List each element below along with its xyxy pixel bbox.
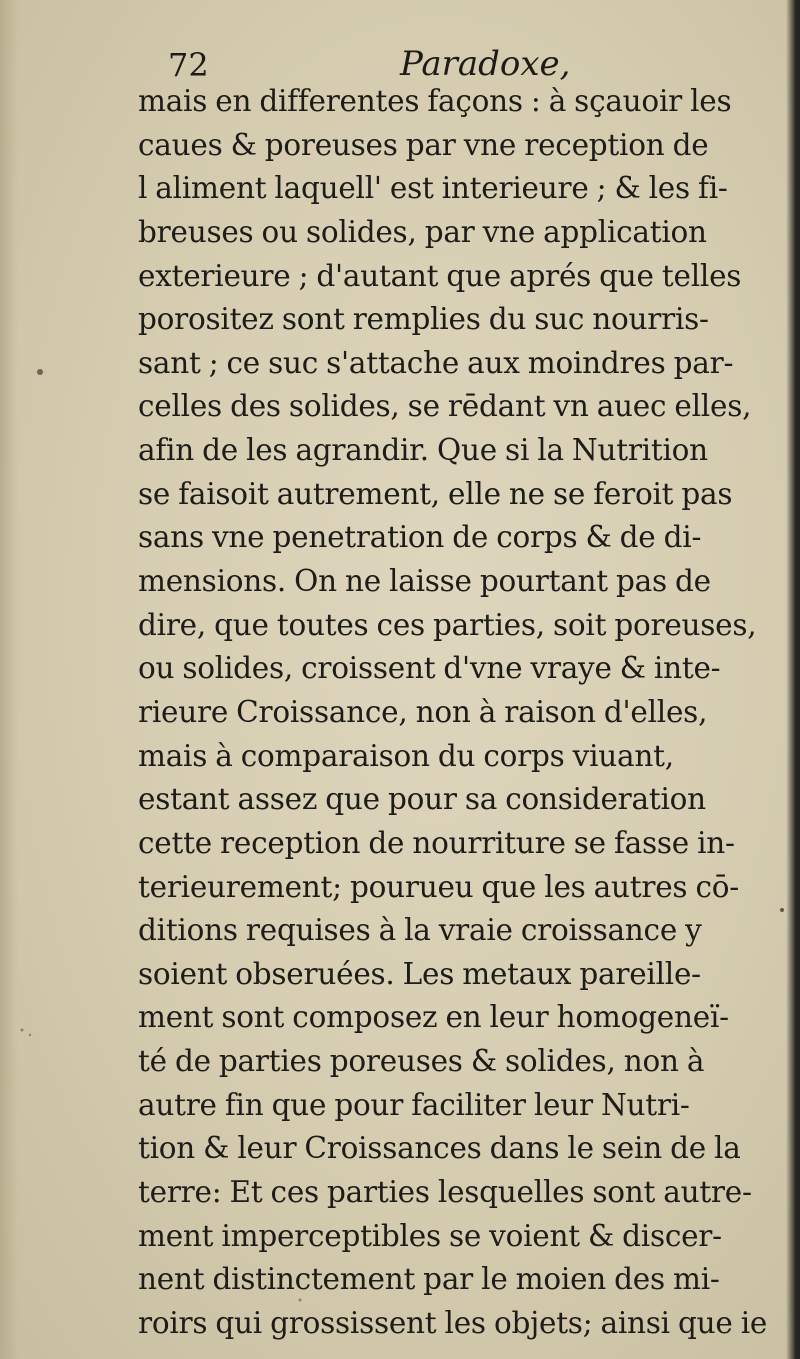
text-line: porositez sont remplies du suc nourris-	[138, 302, 709, 337]
text-line: celles des solides, se rēdant vn auec elles,	[138, 389, 752, 424]
text-line: ditions requises à la vraie croissance y	[138, 913, 702, 948]
text-line: sans vne penetration de corps & de di-	[138, 520, 702, 555]
text-line: se faisoit autrement, elle ne se feroit pas	[138, 476, 733, 511]
text-line: terre: Et ces parties lesquelles sont autre-	[138, 1175, 752, 1210]
page-number: 72	[168, 46, 209, 84]
text-line: nent distinctement par le moien des mi-	[138, 1262, 720, 1297]
text-line: terieurement; pourueu que les autres cō-	[138, 869, 739, 904]
text-line: ment sont composez en leur homogeneï-	[138, 1000, 729, 1035]
text-line: sant ; ce suc s'attache aux moindres par-	[138, 345, 734, 380]
text-line: cette reception de nourriture se fasse in-	[138, 825, 735, 860]
text-line: estant assez que pour sa consideration	[138, 782, 706, 817]
text-line: afin de les agrandir. Que si la Nutrition	[138, 433, 708, 468]
text-line: exterieure ; d'autant que aprés que telles	[138, 258, 742, 293]
text-line: caues & poreuses par vne reception de	[138, 127, 709, 162]
text-line: mais à comparaison du corps viuant,	[138, 738, 674, 773]
text-line: roirs qui grossissent les objets; ainsi que ie	[138, 1305, 768, 1340]
text-line: soient obseruées. Les metaux pareille-	[138, 956, 701, 991]
text-line: tion & leur Croissances dans le sein de la	[138, 1131, 741, 1166]
text-line: ment imperceptibles se voient & discer-	[138, 1218, 722, 1253]
text-line: té de parties poreuses & solides, non à	[138, 1044, 705, 1079]
running-title: Paradoxe,	[400, 44, 571, 84]
text-line: dire, que toutes ces parties, soit poreuses,	[138, 607, 757, 642]
text-line: l aliment laquell' est interieure ; & les fi-	[138, 171, 728, 206]
text-line: mensions. On ne laisse pourtant pas de	[138, 564, 711, 599]
text-line: mais en differentes façons : à sçauoir les	[138, 84, 732, 118]
text-line: ou solides, croissent d'vne vraye & inte-	[138, 651, 721, 686]
text-line: breuses ou solides, par vne application	[138, 214, 707, 249]
body-text	[138, 80, 778, 1346]
text-line: rieure Croissance, non à raison d'elles,	[138, 694, 708, 729]
text-line: autre fin que pour faciliter leur Nutri-	[138, 1087, 690, 1122]
